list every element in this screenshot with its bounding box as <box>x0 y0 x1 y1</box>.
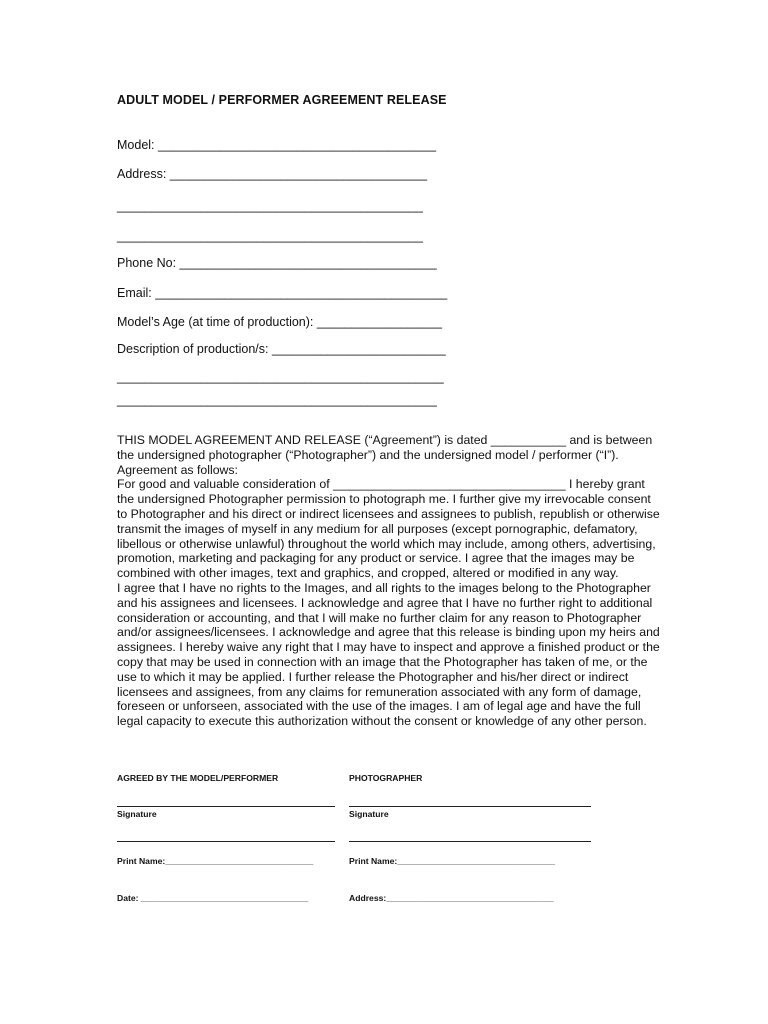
consideration-paragraph: For good and valuable consideration of __________________________________ I hereby grant the undersigned Photographer permission to photograph me. I further give my irrevocable consent to Photographer and his direct or indirect licensees and assignees to publish, republish or otherwise transmit the images of myself in any medium for all purposes (except pornographic, defamatory, libellous or otherwise unlawful) throughout the world which may include, among others, advertising, promotion, marketing and packaging for any product or service. I agree that the images may be combined with other images, text and graphics, and cropped, altered or modified in any way. <box>117 477 660 581</box>
model-signature-label: Signature <box>117 809 157 819</box>
address-line-2[interactable]: ____________________________________________ <box>117 199 423 213</box>
document-title: ADULT MODEL / PERFORMER AGREEMENT RELEASE <box>117 93 447 107</box>
email-field[interactable]: Email: __________________________________________ <box>117 286 448 300</box>
address-line-3[interactable]: ____________________________________________ <box>117 229 423 243</box>
photographer-signature-label: Signature <box>349 809 389 819</box>
production-description-line-3[interactable]: ______________________________________________ <box>117 393 437 407</box>
model-date-field[interactable]: Date: ___________________________________ <box>117 893 309 903</box>
model-print-name-field[interactable]: Print Name:_______________________________ <box>117 856 314 866</box>
phone-field[interactable]: Phone No: _____________________________________ <box>117 256 437 270</box>
photographer-blank-line[interactable] <box>349 841 591 842</box>
model-signature-heading: AGREED BY THE MODEL/PERFORMER <box>117 773 279 783</box>
address-field[interactable]: Address: _____________________________________ <box>117 167 428 181</box>
agreement-body <box>117 433 662 729</box>
agreement-intro-paragraph: THIS MODEL AGREEMENT AND RELEASE (“Agreement”) is dated ___________ and is between the undersigned photographer (“Photographer”) and the undersigned model / performer (“I”). Agreement as follows: <box>117 433 653 477</box>
photographer-print-name-field[interactable]: Print Name:_________________________________ <box>349 856 555 866</box>
model-field[interactable]: Model: ________________________________________ <box>117 138 437 152</box>
production-description-field[interactable]: Description of production/s: _________________________ <box>117 342 446 356</box>
model-blank-line[interactable] <box>117 841 335 842</box>
photographer-signature-heading: PHOTOGRAPHER <box>349 773 423 783</box>
model-signature-line[interactable] <box>117 806 335 807</box>
production-description-line-2[interactable]: _______________________________________________ <box>117 370 444 384</box>
rights-paragraph: I agree that I have no rights to the Images, and all rights to the images belong to the Photographer and his assignees and licensees. I acknowledge and agree that I have no further right to additional consideration or accounting, and that I will make no further claim for any reason to Photographer and/or assignees/licensees. I acknowledge and agree that this release is binding upon my heirs and assignees. I hereby waive any right that I may have to inspect and approve a finished product or the copy that may be used in connection with an image that the Photographer has taken of me, or the use to which it may be applied. I further release the Photographer and his/her direct or indirect licensees and assignees, from any claims for remuneration associated with any form of damage, foreseen or unforseen, associated with the use of the images. I am of legal age and have the full legal capacity to execute this authorization without the consent or knowledge of any other person. <box>117 580 660 729</box>
photographer-signature-line[interactable] <box>349 806 591 807</box>
photographer-address-field[interactable]: Address:___________________________________ <box>349 893 554 903</box>
model-age-field[interactable]: Model’s Age (at time of production): __________________ <box>117 315 443 329</box>
